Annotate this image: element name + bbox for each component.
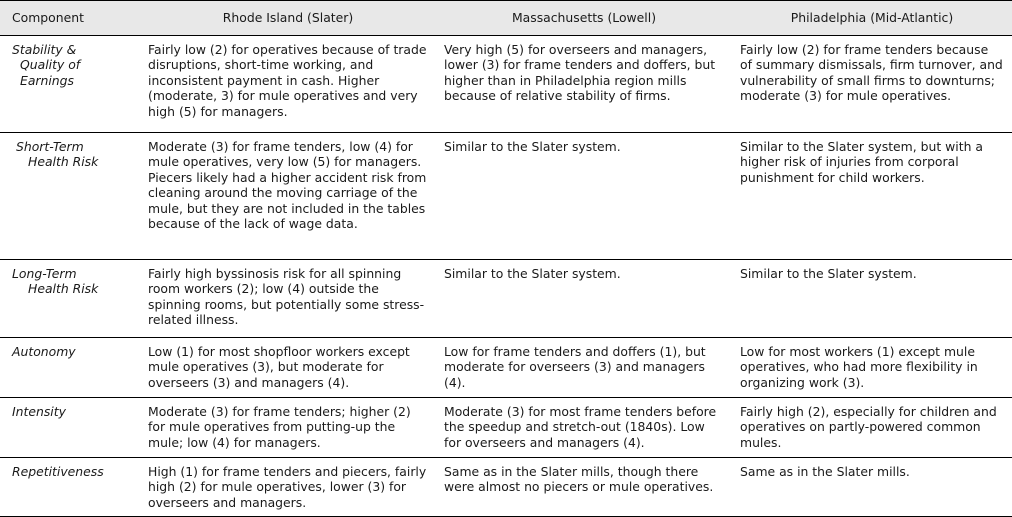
table-row — [0, 133, 1012, 260]
table-row — [0, 260, 1012, 338]
component-cell — [0, 338, 140, 398]
massachusetts-cell: Similar to the Slater system. — [436, 260, 732, 338]
component-cell — [0, 458, 140, 517]
philadelphia-cell: Fairly low (2) for frame tenders because of summary dismissals, firm turnover, and vulnerability of small firms to downturns; moderate (3) for mule operatives. — [732, 36, 1012, 133]
component-label-line: Long-Term — [12, 266, 77, 281]
philadelphia-cell: Similar to the Slater system, but with a higher risk of injuries from corporal punishment for child workers. — [732, 133, 1012, 260]
massachusetts-cell: Similar to the Slater system. — [436, 133, 732, 260]
rhode-island-cell: Fairly high byssinosis risk for all spinning room workers (2); low (4) outside the spinning rooms, but potentially some stress-related illness. — [140, 260, 436, 338]
component-label-line: Short-Term — [16, 139, 84, 154]
massachusetts-cell: Very high (5) for overseers and managers, lower (3) for frame tenders and doffers, but higher than in Philadelphia region mills because of relative stability of firms. — [436, 36, 732, 133]
header-rhode-island: Rhode Island (Slater) — [140, 1, 436, 36]
table-row — [0, 338, 1012, 398]
component-label-line: Stability & — [12, 42, 77, 57]
rhode-island-cell: Fairly low (2) for operatives because of trade disruptions, short-time working, and inconsistent payment in cash. Higher (moderate, 3) for mule operatives and very high (5) for managers. — [140, 36, 436, 133]
philadelphia-cell: Same as in the Slater mills. — [732, 458, 1012, 517]
component-cell — [0, 260, 140, 338]
table-row — [0, 36, 1012, 133]
rhode-island-cell: Moderate (3) for frame tenders; higher (2) for mule operatives from putting-up the mule; low (4) for managers. — [140, 398, 436, 458]
header-massachusetts: Massachusetts (Lowell) — [436, 1, 732, 36]
philadelphia-cell: Similar to the Slater system. — [732, 260, 1012, 338]
component-cell — [0, 398, 140, 458]
component-label-line: Repetitiveness — [12, 464, 104, 479]
header-component: Component — [0, 1, 140, 36]
rhode-island-cell: Low (1) for most shopfloor workers except mule operatives (3), but moderate for overseers (3) and managers (4). — [140, 338, 436, 398]
component-label-line: Earnings — [20, 72, 74, 88]
component-label-line: Quality of — [20, 57, 81, 73]
component-label-line: Health Risk — [28, 154, 99, 170]
philadelphia-cell: Fairly high (2), especially for children and operatives on partly-powered common mules. — [732, 398, 1012, 458]
massachusetts-cell: Same as in the Slater mills, though there were almost no piecers or mule operatives. — [436, 458, 732, 517]
component-label-line: Intensity — [12, 404, 66, 419]
table-row — [0, 458, 1012, 517]
component-cell — [0, 133, 140, 260]
rhode-island-cell: High (1) for frame tenders and piecers, fairly high (2) for mule operatives, lower (3) for overseers and managers. — [140, 458, 436, 517]
rhode-island-cell: Moderate (3) for frame tenders, low (4) for mule operatives, very low (5) for managers. Piecers likely had a higher accident risk from cleaning around the moving carriage of the mule, but they are not included in the tables because of the lack of wage data. — [140, 133, 436, 260]
header-row — [0, 1, 1012, 36]
massachusetts-cell: Moderate (3) for most frame tenders before the speedup and stretch-out (1840s). Low for overseers and managers (4). — [436, 398, 732, 458]
header-philadelphia: Philadelphia (Mid-Atlantic) — [732, 1, 1012, 36]
table-body — [0, 36, 1012, 517]
massachusetts-cell: Low for frame tenders and doffers (1), but moderate for overseers (3) and managers (4). — [436, 338, 732, 398]
philadelphia-cell: Low for most workers (1) except mule operatives, who had more flexibility in organizing work (3). — [732, 338, 1012, 398]
component-label-line: Autonomy — [12, 344, 76, 359]
component-label-line: Health Risk — [28, 281, 99, 297]
table-header — [0, 1, 1012, 36]
component-cell — [0, 36, 140, 133]
table-row — [0, 398, 1012, 458]
